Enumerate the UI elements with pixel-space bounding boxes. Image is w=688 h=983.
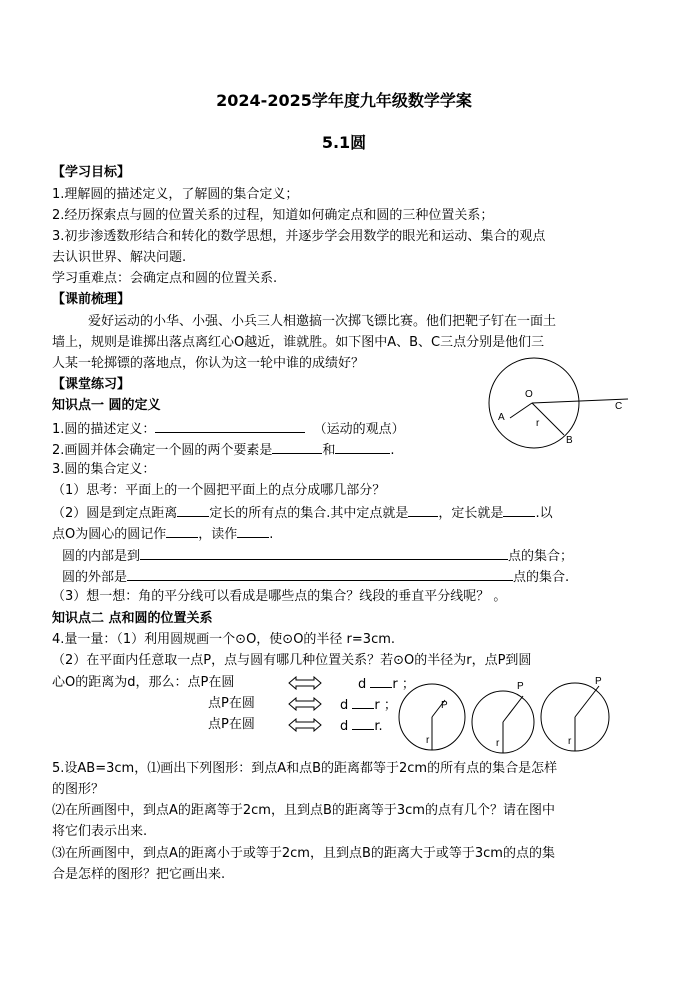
point-c-label: C [615,401,623,412]
q1-prefix: 1.圆的描述定义： [52,422,156,437]
r-label-1: r ； [392,677,415,692]
kp2-title: 知识点二 点和圆的位置关系 [52,611,213,626]
q5-line-6: 合是怎样的图形？把它画出来. [52,867,226,882]
point-p-label-inside: P [441,700,448,711]
def-blank-1[interactable] [177,503,209,517]
q5-line-5: ⑶在所画图中，到点A的距离小于或等于2cm，且到点B的距离大于或等于3cm的点的集 [52,846,555,861]
def-blank-3[interactable] [503,503,535,517]
point-a-label: A [498,412,505,423]
d-label-2: d [340,698,349,713]
point-p-label-on: P [517,681,524,692]
d-label-1: d [358,677,367,692]
point-circle-figures [395,670,625,760]
point-on-figure [472,681,534,753]
inner-suffix: 点的集合； [508,549,574,564]
def-text-a: （2）圆是到定点距离 [52,506,178,521]
preview-heading: 【课前梳理】 [52,292,131,307]
def-text-d: .以 [535,506,553,521]
preview-line-3: 人某一轮掷镖的落地点，你认为这一轮中谁的成绩好？ [52,356,365,371]
q4-2-cont [52,674,234,692]
goal-3: 3.初步渗透数形结合和转化的数学思想，并逐步学会用数学的眼光和运动、集合的观点 [52,229,546,244]
relation-blank-2[interactable] [352,695,374,709]
q2-and: 和 [322,443,336,458]
radius-label-on: r [496,738,500,749]
outer-suffix: 点的集合. [513,570,570,585]
reading-blank[interactable] [237,524,269,538]
d-label-3: d [340,719,349,734]
relation-row-3 [340,716,383,736]
kp1-title: 知识点一 圆的定义 [52,398,161,413]
inner-prefix: 圆的内部是到 [62,549,141,564]
point-inside-figure [399,684,465,750]
def-text-c: ，定长就是 [438,506,504,521]
radius-label: r [536,418,540,429]
point-o-label: O [525,389,533,400]
q4-2-line: （2）在平面内任意取一点P，点与圆有哪几种位置关系？若⊙O的半径为r，点P到圆 [52,653,532,668]
q5-line-3: ⑵在所画图中，到点A的距离等于2cm，且到点B的距离等于3cm的点有几个？请在图中 [52,803,555,818]
goal-1: 1.理解圆的描述定义，了解圆的集合定义； [52,187,299,202]
think2-line: （3）想一想：角的平分线可以看成是哪些点的集合？线段的垂直平分线呢？ 。 [52,589,507,604]
think-line: （1）思考：平面上的一个圆把平面上的点分成哪几部分？ [52,483,386,498]
double-arrow-1 [288,676,322,690]
def-text-g: . [269,527,274,542]
radius-label-outside: r [568,736,572,747]
pos-row1-label: 心O的距离为d，那么：点P在圆 [52,675,235,690]
definition-line [52,503,553,523]
pos-row3-label: 点P在圆 [208,717,255,732]
lesson-title: 5.1圆 [321,133,367,152]
goal-3-cont: 去认识世界、解决问题. [52,250,187,265]
relation-row-2 [340,695,397,715]
q2-prefix: 2.画圆并体会确定一个圆的两个要素是 [52,443,273,458]
q2-line [52,440,395,460]
goals-heading: 【学习目标】 [52,165,131,180]
preview-line-2: 墙上，规则是谁掷出落点离红心O越近，谁就胜。如下图中A、B、C三点分别是他们三 [52,335,545,350]
point-outside-figure [541,676,609,751]
q2-blank-2[interactable] [335,440,390,454]
relation-blank-1[interactable] [370,674,392,688]
page-title: 2024-2025学年度九年级数学学案 [216,91,472,110]
q4-line: 4.量一量：（1）利用圆规画一个⊙O，使⊙O的半径 r=3cm. [52,632,396,647]
def-text-e: 点O为圆心的圆记作 [52,527,167,542]
q5-line-2: 的图形？ [52,782,105,797]
r-label-2: r ； [374,698,397,713]
q1-suffix: （运动的观点） [313,422,405,437]
pos-row2-label: 点P在圆 [208,696,255,711]
point-p-label-outside: P [595,676,602,687]
notation-line [52,524,273,544]
inner-blank[interactable] [140,546,508,560]
q1-line [52,419,405,439]
point-b-label: B [566,435,573,446]
preview-line-1: 爱好运动的小华、小强、小兵三人相邀搞一次掷飞镖比赛。他们把靶子钉在一面土 [88,314,557,329]
q5-line-1: 5.设AB=3cm，⑴画出下列图形：到点A和点B的距离都等于2cm的所有点的集合是怎样 [52,761,558,776]
q1-blank[interactable] [155,419,305,433]
goal-2: 2.经历探索点与圆的位置关系的过程，知道如何确定点和圆的三种位置关系； [52,208,494,223]
key-point: 学习重难点：会确定点和圆的位置关系. [52,271,278,286]
radius-label-inside: r [426,735,430,746]
def-text-f: ，读作 [198,527,238,542]
outer-line [62,567,569,587]
def-text-b: 定长的所有点的集合.其中定点就是 [209,506,409,521]
q2-end: . [390,443,395,458]
dart-target-figure [478,355,658,455]
def-blank-2[interactable] [408,503,438,517]
r-label-3: r. [374,719,383,734]
q5-line-4: 将它们表示出来. [52,824,148,839]
notation-blank[interactable] [166,524,198,538]
practice-heading: 【课堂练习】 [52,377,131,392]
double-arrow-2 [288,697,322,711]
double-arrow-3 [288,718,322,732]
inner-line [62,546,573,566]
q3-line: 3.圆的集合定义： [52,462,156,477]
q2-blank-1[interactable] [272,440,322,454]
outer-prefix: 圆的外部是 [62,570,128,585]
relation-blank-3[interactable] [352,716,374,730]
outer-blank[interactable] [127,567,513,581]
